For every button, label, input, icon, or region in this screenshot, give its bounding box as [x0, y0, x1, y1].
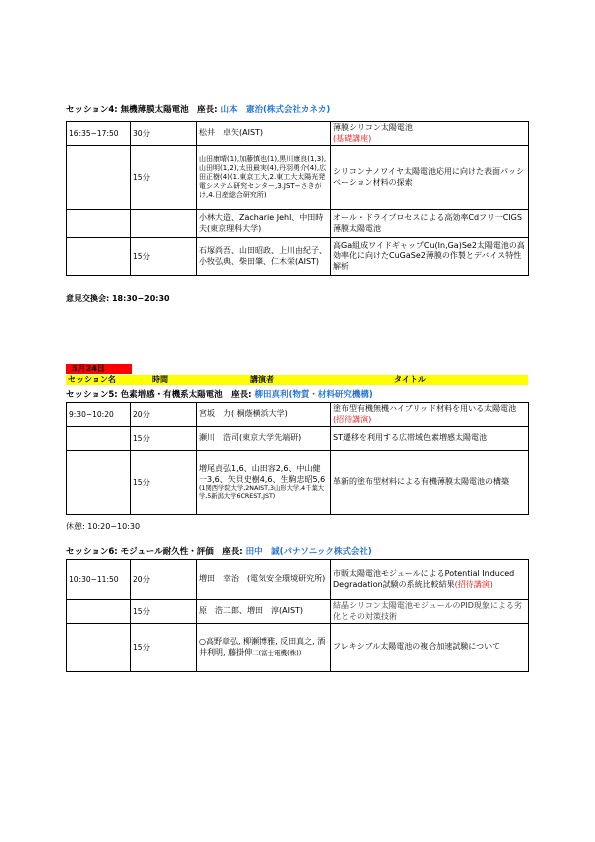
session5-chair: 柳田真利(物質・材料研究機構): [254, 390, 373, 400]
time-cell: 10:30−11:50: [67, 560, 131, 600]
time-cell: [67, 427, 131, 451]
table-row: [67, 427, 529, 451]
table-row: [67, 600, 529, 624]
authors-cell: [197, 624, 331, 672]
duration-cell: 15分: [131, 600, 197, 624]
affiliations-text: (1関西学院大学,2NAIST,3山形大学,4千葉大学,5新潟大学6CREST,JST): [199, 485, 325, 500]
authors-cell: 石塚尚吾、山田昭政、上川由紀子、小牧弘典、柴田肇、仁木栄(AIST): [197, 238, 331, 276]
session5-heading: [66, 388, 373, 400]
duration-cell: [131, 210, 197, 238]
lecture-note: (招待講演): [454, 579, 493, 589]
title-text: 塗布型有機無機ハイブリッド材料を用いる太陽電池: [333, 404, 517, 413]
time-cell: [67, 238, 131, 276]
lecture-note: (招待講演): [333, 414, 372, 424]
duration-cell: 20分: [131, 560, 197, 600]
title-cell: [331, 122, 529, 146]
authors-cell: 小林大造、Zacharie Jehl、中田時夫(東京理科大学): [197, 210, 331, 238]
time-cell: [67, 210, 131, 238]
session6-heading: [66, 545, 372, 557]
header-speaker: 講演者: [250, 375, 274, 384]
lecture-note: (基礎講座): [333, 133, 372, 143]
authors-cell: 宮坂 力( 桐蔭横浜大学): [197, 403, 331, 427]
title-cell: 革新的塗布型材料による有機薄膜太陽電池の構築: [331, 451, 529, 515]
authors-cell: [197, 451, 331, 515]
authors-cell: 山田康晴(1),加藤慎也(1),黒川康良(1,3),山田明(1,2),太田最実(4),丹羽勇介(4),広田正樹(4)(1.東京工大,2.東工大太陽光発電システム研究センター,3.JST−さきがけ,4.日産総合研究所): [197, 146, 331, 210]
title-cell: オール・ドライプロセスによる高効率Cdフリ一CIGS薄膜太陽電池: [331, 210, 529, 238]
time-cell: [67, 146, 131, 210]
header-title: タイトル: [394, 375, 426, 384]
duration-cell: 15分: [131, 624, 197, 672]
session6-table: [66, 559, 529, 672]
table-row: [67, 624, 529, 672]
session5-table: [66, 402, 529, 515]
table-row: [67, 210, 529, 238]
header-time: 時間: [152, 375, 168, 384]
title-text: 薄膜シリコン太陽電池: [333, 123, 413, 132]
table-row: [67, 122, 529, 146]
table-row: [67, 560, 529, 600]
header-session: セッション名: [68, 375, 116, 384]
duration-cell: 15分: [131, 238, 197, 276]
title-cell: 結晶シリコン太陽電池モジュールのPID現象による劣化とその対策技術: [331, 600, 529, 624]
table-row: [67, 238, 529, 276]
time-cell: 16:35−17:50: [67, 122, 131, 146]
time-cell: 9:30−10:20: [67, 403, 131, 427]
authors-text: 増尾貞弘1,6、山田容2,6、中山健一3,6、矢貝史樹4,6、生駒忠昭5,6: [199, 464, 326, 484]
time-cell: [67, 600, 131, 624]
title-cell: ST遷移を利用する広帯域色素増感太陽電池: [331, 427, 529, 451]
title-text: 市販太陽電池モジュールによるPotential Induced Degradation試験の系統比較結果: [333, 569, 515, 589]
duration-cell: 30分: [131, 122, 197, 146]
session4-table: [66, 121, 529, 276]
session6-heading-text: セッション6: モジュール耐久性・評価 座長:: [66, 547, 246, 557]
authors-text: ○高野章弘, 柳瀬博雅, 反田真之, 酒井利明, 藤掛伸: [199, 637, 326, 657]
title-cell: フレキシブル太陽電池の複合加速試験について: [331, 624, 529, 672]
table-row: [67, 403, 529, 427]
session4-chair: 山本 憲治(株式会社カネカ): [220, 105, 331, 115]
session5-heading-text: セッション5: 色素増感・有機系太陽電池 座長:: [66, 390, 255, 400]
duration-cell: 15分: [131, 427, 197, 451]
affiliations-text: 二(富士電機(株)): [252, 648, 302, 657]
exchange-meeting: 意見交換会: 18:30−20:30: [66, 294, 170, 303]
duration-cell: 20分: [131, 403, 197, 427]
session4-heading-text: セッション4: 無機薄膜太陽電池 座長:: [66, 105, 221, 115]
table-row: [67, 451, 529, 515]
title-cell: シリコンナノワイヤ太陽電池応用に向けた表面パッシベーション材料の探索: [331, 146, 529, 210]
authors-cell: 松井 卓矢(AIST): [197, 122, 331, 146]
time-cell: [67, 624, 131, 672]
time-cell: [67, 451, 131, 515]
authors-cell: 瀬川 浩司(東京大学先端研): [197, 427, 331, 451]
title-cell: [331, 560, 529, 600]
duration-cell: 15分: [131, 451, 197, 515]
table-row: [67, 146, 529, 210]
day-tag: 5月24日: [66, 364, 132, 374]
authors-cell: 増田 幸治 (電気安全環境研究所): [197, 560, 331, 600]
session4-heading: [66, 103, 330, 115]
duration-cell: 15分: [131, 146, 197, 210]
column-header-bar: [66, 375, 528, 385]
session6-chair: 田中 誠(パナソニック株式会社): [245, 547, 372, 557]
title-cell: [331, 403, 529, 427]
authors-cell: 原 浩二郎、増田 淳(AIST): [197, 600, 331, 624]
break-time: 休憩: 10:20−10:30: [66, 522, 141, 531]
title-cell: 高Ga組成ワイドギャップCu(In,Ga)Se2太陽電池の高効率化に向けたCuGaSe2薄膜の作製とデバイス特性解析: [331, 238, 529, 276]
